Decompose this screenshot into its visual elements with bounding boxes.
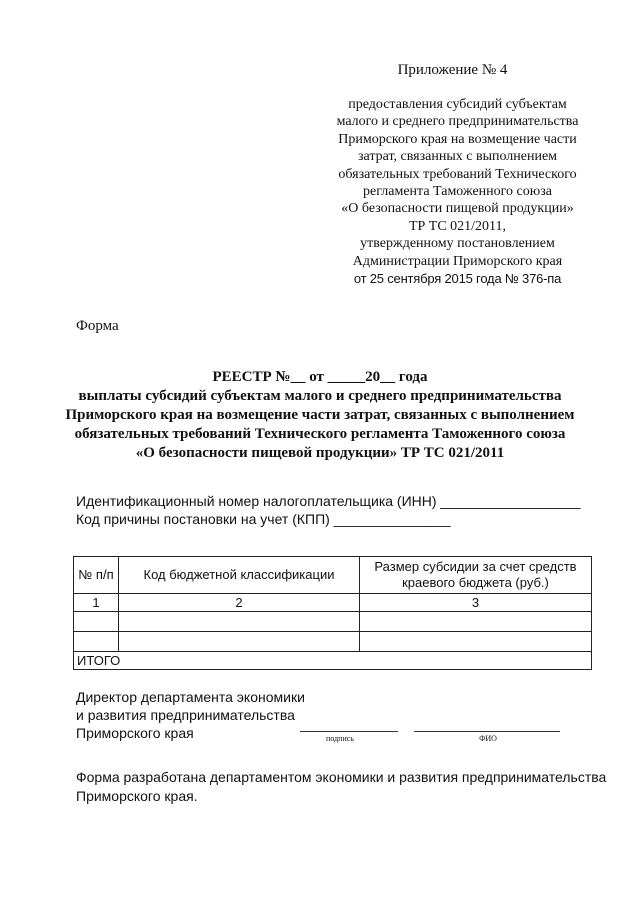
table-cell: [360, 612, 592, 632]
taxpayer-identification: [76, 492, 581, 528]
preamble-line: обязательных требований Технического: [338, 166, 577, 182]
table-cell: [119, 612, 360, 632]
register-title-line: выплаты субсидий субъектам малого и среднего предпринимательства: [78, 388, 562, 404]
preamble-line: малого и среднего предпринимательства: [336, 114, 579, 130]
resolution-date-stamp: от 25 сентября 2015 года № 376-па: [353, 271, 562, 287]
signatory-title-line: Директор департамента экономики: [76, 689, 305, 705]
preamble-line: «О безопасности пищевой продукции»: [341, 201, 574, 217]
footer-line: Форма разработана департаментом экономики и развития предпринимательства: [76, 769, 607, 785]
signature-caption: подпись: [326, 734, 354, 743]
total-label: ИТОГО: [74, 652, 592, 670]
signatory-title-line: и развития предпринимательства: [76, 707, 295, 723]
preamble-line: затрат, связанных с выполнением: [357, 149, 558, 165]
register-title-line: «О безопасности пищевой продукции» ТР ТС 021/2011: [135, 445, 505, 461]
column-number-cell: 2: [119, 594, 360, 612]
table-cell: [360, 632, 592, 652]
column-number-cell: 3: [360, 594, 592, 612]
column-header-number: № п/п: [74, 557, 119, 594]
table-header-row: [74, 557, 592, 594]
preamble-line: предоставления субсидий субъектам: [348, 97, 567, 112]
table-row: [74, 632, 592, 652]
kpp-line: Код причины постановки на учет (КПП) _______________: [76, 511, 451, 527]
column-number-cell: 1: [74, 594, 119, 612]
table-total-row: [74, 652, 592, 670]
appendix-heading: Приложение № 4: [397, 62, 508, 78]
full-name-line: [414, 731, 560, 732]
table-row: [74, 612, 592, 632]
preamble-line: регламента Таможенного союза: [363, 184, 552, 200]
table-cell: [119, 632, 360, 652]
preamble-line: Администрации Приморского края: [352, 253, 563, 269]
full-name-caption: ФИО: [479, 734, 497, 743]
inn-line: Идентификационный номер налогоплательщика (ИНН) __________________: [76, 493, 581, 509]
signature-line: [300, 731, 398, 732]
register-title-line: Приморского края на возмещение части затрат, связанных с выполнением: [65, 407, 575, 423]
table-column-numbers-row: [74, 594, 592, 612]
register-title-line: обязательных требований Технического регламента Таможенного союза: [74, 426, 566, 442]
appendix-preamble: [305, 96, 610, 287]
footer-line: Приморского края.: [76, 788, 198, 804]
signature-block: [76, 688, 305, 742]
form-footer-note: [76, 768, 606, 806]
register-title: [40, 368, 600, 463]
signatory-title-line: Приморского края: [76, 725, 194, 741]
column-header-subsidy-amount: Размер субсидии за счет средств краевого бюджета (руб.): [360, 557, 592, 594]
register-title-line: РЕЕСТР №__ от _____20__ года: [212, 369, 428, 385]
preamble-line: ТР ТС 021/2011,: [408, 218, 507, 234]
table-cell: [74, 632, 119, 652]
table-cell: [74, 612, 119, 632]
column-header-budget-code: Код бюджетной классификации: [119, 557, 360, 594]
form-label: Форма: [76, 318, 119, 334]
preamble-line: утвержденному постановлением: [360, 236, 555, 252]
register-table: [73, 556, 592, 670]
preamble-line: Приморского края на возмещение части: [338, 131, 577, 147]
